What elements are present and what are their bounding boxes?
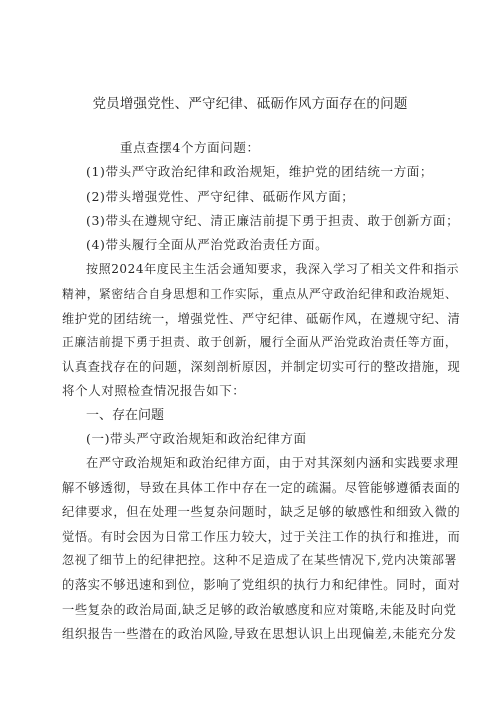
intro-paragraph-line: 按照2024年度民主生活会通知要求，我深入学习了相关文件和指示 [86, 262, 460, 276]
body-line: 纪律要求，但在处理一些复杂问题时，缺乏足够的敏感性和细致入微的 [62, 505, 461, 519]
body-line: 忽视了细节上的纪律把控。这种不足造成了在某些情况下,党内决策部署 [62, 553, 458, 567]
subsection-heading: (一)带头严守政治规矩和政治纪律方面 [86, 431, 307, 446]
checklist-item-3: (3)带头在遵规守纪、清正廉洁前提下勇于担责、敢于创新方面； [86, 213, 460, 228]
intro-paragraph-line: 维护党的团结统一，增强党性、严守纪律、砥砺作风，在遵规守纪、清 [62, 312, 461, 326]
body-line: 组织报告一些潜在的政治风险,导致在思想认识上出现偏差,未能充分发 [62, 627, 457, 641]
body-line: 觉悟。有时会因为日常工作压力较大，过于关注工作的执行和推进，而 [62, 530, 461, 544]
checklist-item-2: (2)带头增强党性、严守纪律、砥砺作风方面； [86, 189, 355, 204]
intro-paragraph-line: 精神，紧密结合自身思想和工作实际，重点从严守政治纪律和政治规矩、 [62, 287, 458, 301]
checklist-item-1: (1)带头严守政治纪律和政治规矩，维护党的团结统一方面； [86, 164, 434, 179]
body-line: 在严守政治规矩和政治纪律方面，由于对其深刻内涵和实践要求理 [86, 456, 459, 470]
intro-paragraph-line: 将个人对照检查情况报告如下： [62, 383, 246, 398]
intro-paragraph-line: 正廉洁前提下勇于担责、敢于创新，履行全面从严治党政治责任等方面， [62, 335, 458, 349]
body-line: 一些复杂的政治局面,缺乏足够的政治敏感度和应对策略,未能及时向党 [62, 603, 457, 617]
intro-label: 重点查摆4个方面问题： [120, 140, 260, 155]
body-line: 的落实不够迅速和到位，影响了党组织的执行力和纪律性。同时，面对 [62, 578, 461, 592]
intro-paragraph-line: 认真查找存在的问题，深刻剖析原因，并制定切实可行的整改措施，现 [62, 360, 461, 374]
section-heading: 一、存在问题 [86, 408, 165, 423]
document-title: 党员增强党性、严守纪律、砥砺作风方面存在的问题 [92, 96, 408, 112]
checklist-item-4: (4)带头履行全面从严治党政治责任方面。 [86, 237, 329, 252]
body-line: 解不够透彻，导致在具体工作中存在一定的疏漏。尽管能够遵循表面的 [62, 481, 461, 495]
